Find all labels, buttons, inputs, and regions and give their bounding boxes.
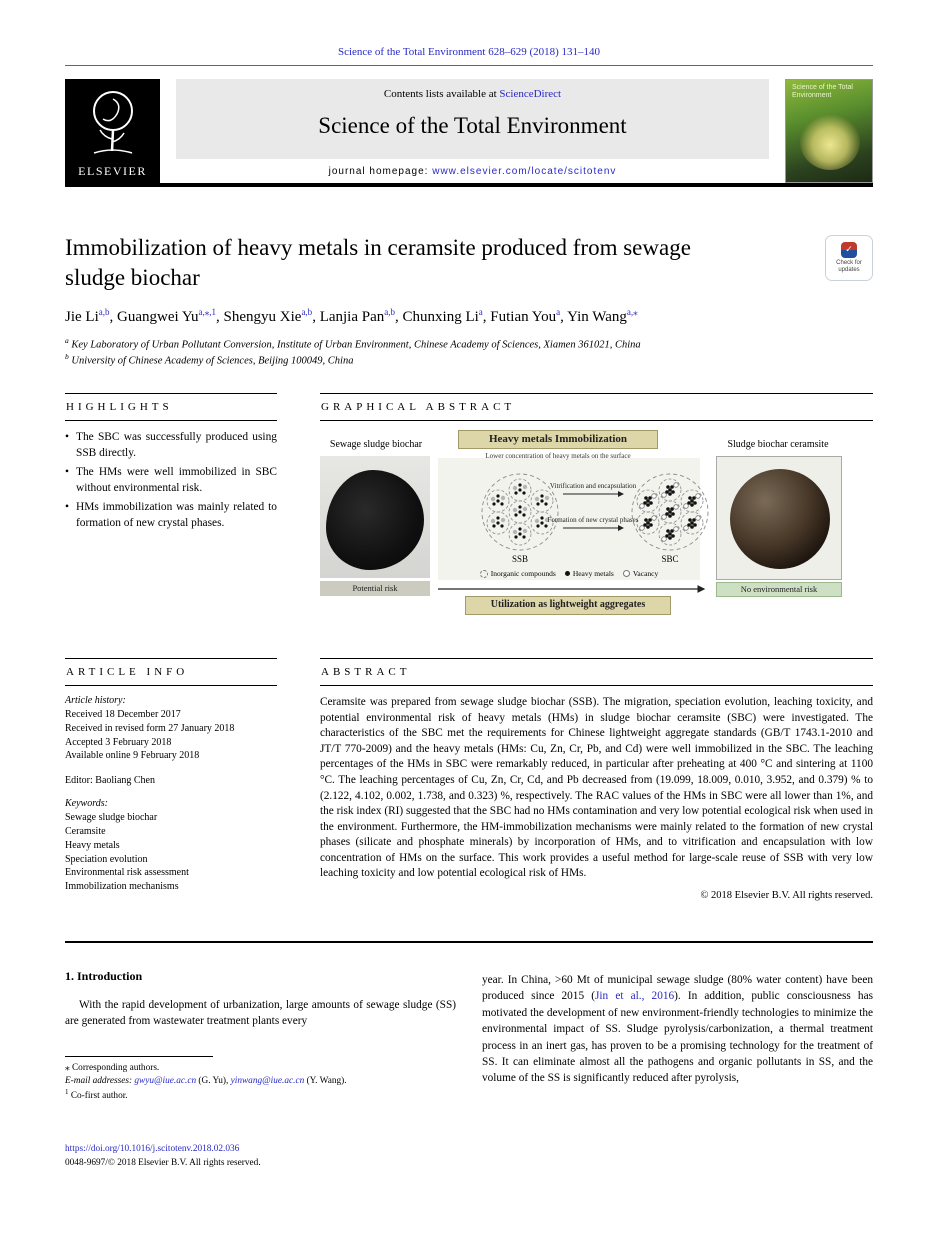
journal-banner-box xyxy=(176,79,769,159)
graphical-abstract-heading: GRAPHICAL ABSTRACT xyxy=(320,393,873,421)
journal-cover xyxy=(785,79,873,183)
elsevier-tree-icon xyxy=(68,81,158,163)
author: Jie Li$^{a,b}$ xyxy=(65,306,110,325)
divider-thick xyxy=(65,183,873,187)
divider xyxy=(65,65,873,66)
ga-left-caption: Potential risk xyxy=(320,581,430,596)
doi-link[interactable]: https://doi.org/10.1016/j.scitotenv.2018.02.036 xyxy=(65,1144,240,1154)
graphical-abstract-figure xyxy=(320,430,873,616)
ga-biochar-photo xyxy=(320,456,430,578)
contents-line xyxy=(176,88,769,100)
journal-citation: Science of the Total Environment 628–629 (2018) 131–140 xyxy=(337,46,601,58)
affiliation: $^a$ Key Laboratory of Urban Pollutant Conversion, Institute of Urban Environment, Chinese Academy of Sciences, Xiamen 361021, China xyxy=(65,335,641,351)
ga-right-label: Sludge biochar ceramsite xyxy=(727,439,829,451)
email-addresses-note: E-mail addresses: gwyu@iue.ac.cn (G. Yu), yinwang@iue.ac.cn (Y. Wang). xyxy=(65,1076,347,1087)
highlights-ga-block xyxy=(65,393,873,616)
legend-item: Vacancy xyxy=(623,569,658,578)
ga-sbc-label: SBC xyxy=(661,554,679,565)
history-line: Received in revised form 27 January 2018 xyxy=(65,722,235,734)
info-abstract-block xyxy=(65,658,873,901)
imprint-block xyxy=(65,1144,261,1168)
author: , Shengyu Xie$^{a,b}$ xyxy=(216,306,313,325)
keyword: Immobilization mechanisms xyxy=(65,881,179,893)
copyright-line: © 2018 Elsevier B.V. All rights reserved. xyxy=(700,890,873,901)
keyword: Heavy metals xyxy=(65,839,120,851)
journal-homepage-link[interactable]: www.elsevier.com/locate/scitotenv xyxy=(432,166,617,177)
check-for-updates-label: Check for updates xyxy=(836,259,862,273)
contents-prefix: Contents lists available at xyxy=(383,88,500,100)
sciencedirect-link[interactable]: ScienceDirect xyxy=(499,88,562,100)
cover-art xyxy=(800,114,860,170)
highlights-column xyxy=(65,393,277,616)
vacancy-icon xyxy=(623,570,630,577)
author: , Chunxing Li$^a$ xyxy=(395,306,483,325)
author-list xyxy=(65,307,873,326)
highlight-item: • The SBC was successfully produced using SSB directly. xyxy=(65,430,277,461)
section-divider xyxy=(65,941,873,943)
article-info-column xyxy=(65,658,277,901)
ga-left-label: Sewage sludge biochar xyxy=(329,439,423,451)
ga-ssb-label: SSB xyxy=(511,554,528,565)
highlight-item: • HMs immobilization was mainly related to formation of new crystal phases. xyxy=(65,500,277,531)
intro-paragraph-right: year. In China, >60 Mt of municipal sewage sludge (80% water content) have been produced since 2015 (Jin et al., 2016). In addition, public consciousness has motivated the development of new environment-friendly technologies to minimize the environmental impact of SS. Sludge pyrolysis/carbonization, a thermal treatment process in an inert gas, has proven to be a promising technology for the treatment of SS. It can eliminate almost all the pathogens and organic pollutants in SS, and the volume of the SS is significantly reduced after pyrolysis, xyxy=(482,974,873,1085)
affiliation: $^b$ University of Chinese Academy of Sciences, Beijing 100049, China xyxy=(65,352,354,367)
footnote-divider xyxy=(65,1056,213,1057)
elsevier-logo xyxy=(65,79,160,183)
author: , Lanjia Pan$^{a,b}$ xyxy=(312,306,396,325)
cover-title: Science of the Total Environment xyxy=(792,84,853,100)
ga-step-1: Vitrification and encapsulation xyxy=(549,482,637,491)
ga-bottom-banner: Utilization as lightweight aggregates xyxy=(465,596,671,615)
journal-banner xyxy=(176,79,769,183)
graphical-abstract-column xyxy=(320,393,873,616)
author: , Yin Wang$^{a,⁎}$ xyxy=(560,306,638,325)
ga-ceramsite-photo xyxy=(716,456,842,580)
ga-right-caption: No environmental risk xyxy=(716,582,842,597)
elsevier-wordmark: ELSEVIER xyxy=(78,164,147,178)
affiliations xyxy=(65,336,873,369)
article-info-heading: ARTICLE INFO xyxy=(65,658,277,686)
editor-line: Editor: Baoliang Chen xyxy=(65,775,155,787)
history-line: Available online 9 February 2018 xyxy=(65,750,200,762)
cofirst-author-note: $^1$ Co-first author. xyxy=(65,1088,128,1102)
ga-step-2: Formation of new crystal phases xyxy=(547,516,639,525)
crossmark-icon xyxy=(841,242,857,258)
ga-banner: Heavy metals Immobilization xyxy=(458,430,658,449)
intro-right-column xyxy=(482,969,873,1087)
introduction-heading: 1. Introduction xyxy=(65,969,143,983)
highlight-item: • The HMs were well immobilized in SBC without environmental risk. xyxy=(65,465,277,496)
ga-subtitle: Lower concentration of heavy metals on the surface xyxy=(485,452,631,461)
title-row xyxy=(65,233,873,294)
legend-item: Heavy metals xyxy=(565,569,614,578)
abstract-column xyxy=(320,658,873,901)
heavy-metals-icon xyxy=(565,571,570,576)
history-line: Accepted 3 February 2018 xyxy=(65,736,172,748)
footnotes xyxy=(65,1056,465,1104)
ceramsite-sphere xyxy=(730,469,830,569)
email-link-yinwang[interactable]: yinwang@iue.ac.cn xyxy=(230,1076,305,1087)
highlights-heading: HIGHLIGHTS xyxy=(65,393,277,421)
legend-item: Inorganic compounds xyxy=(480,569,556,578)
abstract-heading: ABSTRACT xyxy=(320,658,873,686)
keywords-label: Keywords: xyxy=(65,798,108,810)
citation-link-jin-2016[interactable]: Jin et al., 2016 xyxy=(595,990,675,1003)
article-title: Immobilization of heavy metals in ceramsite produced from sewage sludge biochar xyxy=(65,235,691,291)
intro-paragraph-left: With the rapid development of urbanization, large amounts of sewage sludge (SS) are generated from wastewater treatment plants every xyxy=(65,999,456,1028)
history-line: Received 18 December 2017 xyxy=(65,709,181,721)
corresponding-authors-note: ⁎ Corresponding authors. xyxy=(65,1063,160,1073)
author: , Guangwei $Yu^{a,⁎,1}$ xyxy=(109,306,217,325)
keyword: Ceramsite xyxy=(65,826,106,838)
issn-copyright-line: 0048-9697/© 2018 Elsevier B.V. All rights reserved. xyxy=(65,1158,261,1168)
inorganic-compounds-icon xyxy=(480,570,488,578)
ga-legend xyxy=(438,569,700,578)
biochar-pile xyxy=(326,470,424,570)
abstract-text: Ceramsite was prepared from sewage sludge biochar (SSB). The migration, speciation evolution, leaching toxicity, and potential environmental risk of heavy metals (HMs) in sludge biochar ceramsite (SBC) were investigated. The characteristics of the SBC met the requirements for Chinese lightweight aggregate standards (GB/T 1743.1-2010 and JT/T 770-2009) and the heavy metals (HMs: Cu, Zn, Cr, Pb, and Cd) were well immobilized in the SBC. The leaching percentages of the HMs in SBC were remarkably reduced, in particular after preheating at 400 °C and sintering at 1100 °C. The leaching percentages of Cu, Zn, Cr, Cd, and Pb decreased from (19.099, 18.009, 0.010, 3.952, and 0.379) % to (2.122, 4.102, 0.002, 1.738, and 0.323) %, respectively. The RAC values of the HMs in SBC were all lower than 1%, and the risk index (RI) suggested that the SBC had no HMs contamination and very low potential ecological risk when used in the environment. Furthermore, the HM-immobilization mechanisms were mainly related to the formation of new crystal phases (silicate and phosphate minerals) by incorporation of HMs, and to vitrification and encapsulation with low concentration of HMs on the surface. This work provides a useful method for large-scale reuse of SSB with very low leaching toxicity and low potential ecological risk of HMs. xyxy=(320,696,873,880)
homepage-line xyxy=(176,159,769,177)
email-link-gwyu[interactable]: gwyu@iue.ac.cn xyxy=(134,1076,197,1087)
keyword: Sewage sludge biochar xyxy=(65,812,158,824)
keyword: Speciation evolution xyxy=(65,853,148,865)
history-label: Article history: xyxy=(65,695,126,707)
journal-header xyxy=(65,79,873,183)
homepage-prefix: journal homepage: xyxy=(328,166,433,177)
journal-title: Science of the Total Environment xyxy=(318,113,627,138)
keyword: Environmental risk assessment xyxy=(65,867,189,879)
author: , Futian You$^a$ xyxy=(482,306,561,325)
check-for-updates-badge[interactable] xyxy=(825,235,873,281)
